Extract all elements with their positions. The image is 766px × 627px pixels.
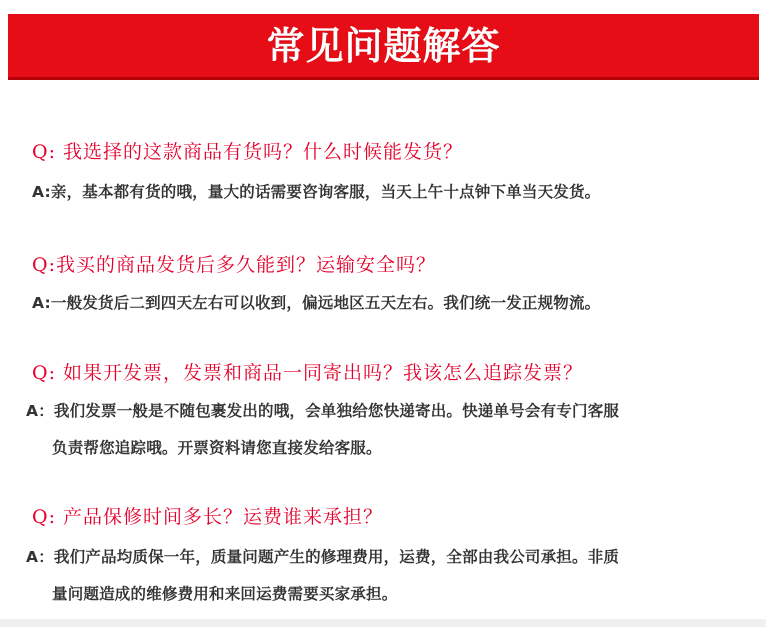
faq-question-3: Q: 如果开发票，发票和商品一同寄出吗？我该怎么追踪发票？ <box>32 362 584 384</box>
faq-answer-3-line-1: A：我们发票一般是不随包裹发出的哦，会单独给您快递寄出。快递单号会有专门客服 <box>26 402 620 420</box>
faq-question-2: Q:我买的商品发货后多久能到？运输安全吗？ <box>32 254 436 276</box>
page-title: 常见问题解答 <box>266 23 501 68</box>
bottom-divider <box>0 619 766 627</box>
faq-answer-4-line-1: A：我们产品均质保一年，质量问题产生的修理费用，运费，全部由我公司承担。非质 <box>26 548 620 566</box>
faq-answer-4-line-2: 量问题造成的维修费用和来回运费需要买家承担。 <box>52 585 398 603</box>
faq-answer-2-line-1: A:一般发货后二到四天左右可以收到，偏远地区五天左右。我们统一发正规物流。 <box>32 294 601 312</box>
faq-question-1: Q: 我选择的这款商品有货吗？什么时候能发货？ <box>32 141 464 163</box>
header-banner <box>8 14 759 80</box>
faq-answer-3-line-2: 负责帮您追踪哦。开票资料请您直接发给客服。 <box>52 439 382 457</box>
faq-answer-1-line-1: A:亲，基本都有货的哦，量大的话需要咨询客服，当天上午十点钟下单当天发货。 <box>32 183 601 201</box>
faq-question-4: Q: 产品保修时间多长？运费谁来承担？ <box>32 506 384 528</box>
